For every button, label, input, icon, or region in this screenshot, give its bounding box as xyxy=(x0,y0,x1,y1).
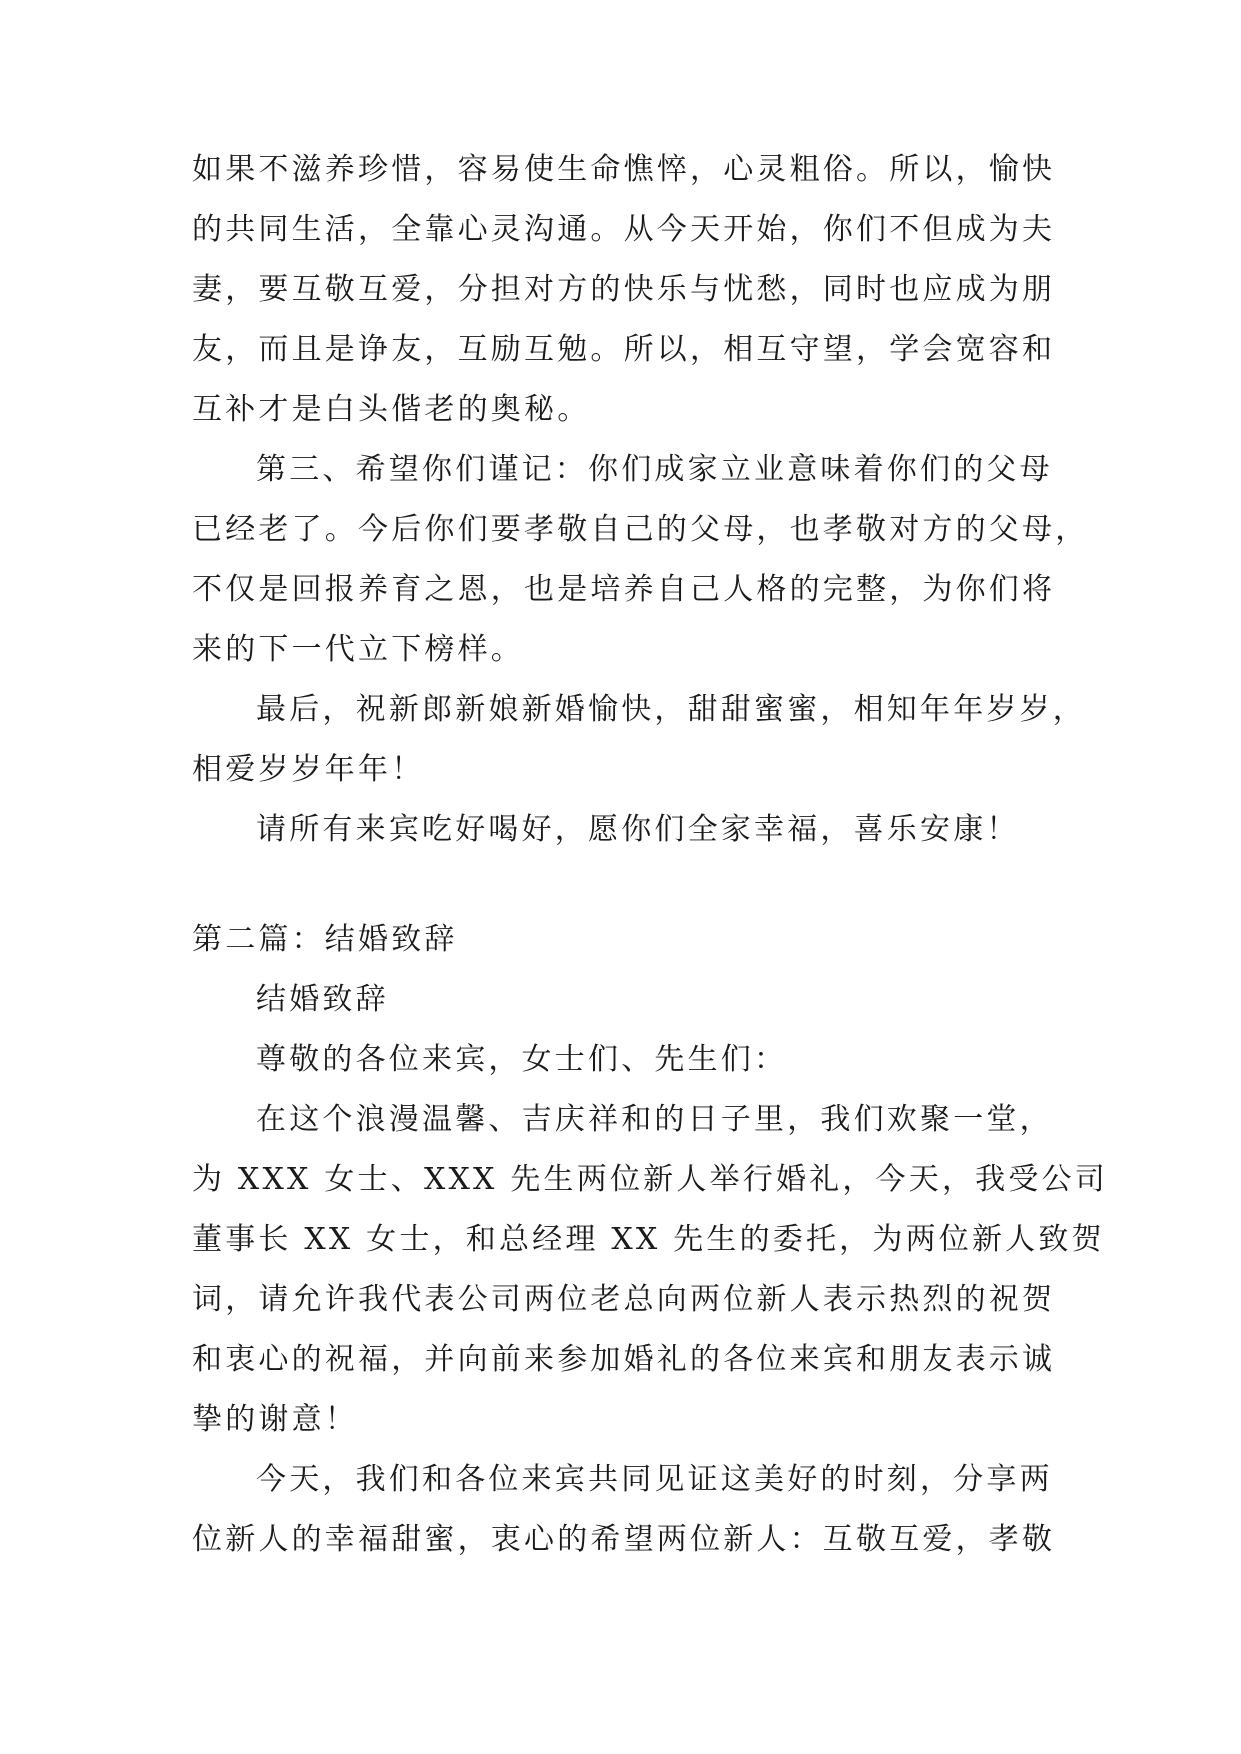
paragraph-start-line: 今天，我们和各位来宾共同见证这美好的时刻，分享两 xyxy=(256,1462,1053,1497)
text-line: 和衷心的祝福，并向前来参加婚礼的各位来宾和朋友表示诚 xyxy=(192,1342,1056,1377)
text-line: 相爱岁岁年年！ xyxy=(192,752,425,787)
text-line: 为 XXX 女士、XXX 先生两位新人举行婚礼，今天，我受公司 xyxy=(192,1162,1108,1197)
text-line: 如果不滋养珍惜，容易使生命憔悴，心灵粗俗。所以，愉快 xyxy=(192,152,1056,187)
salutation-line: 尊敬的各位来宾，女士们、先生们： xyxy=(256,1042,788,1077)
paragraph-start-line: 第三、希望你们谨记：你们成家立业意味着你们的父母 xyxy=(256,452,1053,487)
text-line: 不仅是回报养育之恩，也是培养自己人格的完整，为你们将 xyxy=(192,572,1056,607)
text-line: 友，而且是诤友，互励互勉。所以，相互守望，学会宽容和 xyxy=(192,332,1056,367)
speech-title: 结婚致辞 xyxy=(256,982,389,1017)
text-line: 的共同生活，全靠心灵沟通。从今天开始，你们不但成为夫 xyxy=(192,212,1056,247)
text-line: 已经老了。今后你们要孝敬自己的父母，也孝敬对方的父母， xyxy=(192,512,1089,547)
text-line: 董事长 XX 女士，和总经理 XX 先生的委托，为两位新人致贺 xyxy=(192,1222,1105,1257)
paragraph-start-line: 请所有来宾吃好喝好，愿你们全家幸福，喜乐安康！ xyxy=(256,812,1020,847)
paragraph-start-line: 最后，祝新郎新娘新婚愉快，甜甜蜜蜜，相知年年岁岁， xyxy=(256,692,1086,727)
text-line: 来的下一代立下榜样。 xyxy=(192,632,524,667)
text-line: 词，请允许我代表公司两位老总向两位新人表示热烈的祝贺 xyxy=(192,1282,1056,1317)
text-line: 妻，要互敬互爱，分担对方的快乐与忧愁，同时也应成为朋 xyxy=(192,272,1056,307)
text-line: 位新人的幸福甜蜜，衷心的希望两位新人：互敬互爱，孝敬 xyxy=(192,1522,1056,1557)
paragraph-start-line: 在这个浪漫温馨、吉庆祥和的日子里，我们欢聚一堂， xyxy=(256,1102,1053,1137)
text-line: 挚的谢意！ xyxy=(192,1402,358,1437)
text-line: 互补才是白头偕老的奥秘。 xyxy=(192,392,591,427)
section-heading: 第二篇：结婚致辞 xyxy=(192,922,458,957)
